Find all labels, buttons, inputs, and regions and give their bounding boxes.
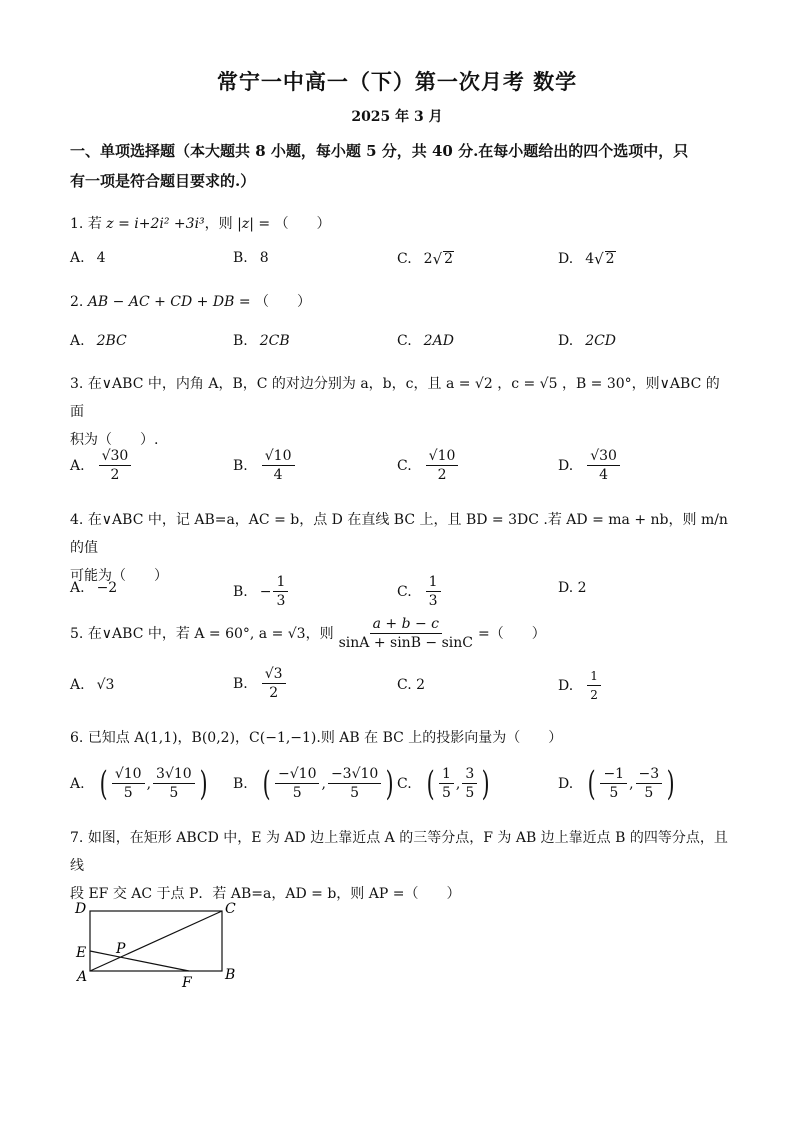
q2-option-d[interactable]: D. 2CD xyxy=(558,333,617,349)
exam-title: 常宁一中高一（下）第一次月考 数学 xyxy=(216,69,578,94)
label-f: F xyxy=(182,975,192,991)
question-2: 2. AB − AC + CD + DB = （ ） xyxy=(70,294,312,310)
label-c: C xyxy=(225,901,236,917)
section-heading-line1: 一、单项选择题（本大题共 8 小题，每小题 5 分，共 40 分.在每小题给出的四个选项中，只 xyxy=(70,142,689,160)
segment-ef xyxy=(90,951,189,971)
diagonal-ac xyxy=(90,911,222,971)
question-4: 4. 在∨ABC 中，记 AB=a，AC = b，点 D 在直线 BC 上，且 BD = 3DC .若 AD = ma + nb，则 m/n 的值 可能为（ ） xyxy=(70,512,728,584)
question-7: 7. 如图，在矩形 ABCD 中，E 为 AD 边上靠近点 A 的三等分点，F 为 AB 边上靠近点 B 的四等分点，且线 段 EF 交 AC 于点 P．若 AB=a，AD = b，则 AP =（ ） xyxy=(70,830,728,902)
label-b: B xyxy=(225,967,236,983)
q2-option-b[interactable]: B. 2CB xyxy=(233,333,290,349)
q2-option-c[interactable]: C. 2AD xyxy=(397,333,454,349)
q3-option-b[interactable]: B. $\frac{√10}{4}$ xyxy=(233,447,297,484)
rectangle-figure xyxy=(70,895,250,995)
q3-option-c[interactable]: C. $\frac{√10}{2}$ xyxy=(397,447,460,484)
q4-option-a[interactable]: A. −2 xyxy=(70,580,118,596)
q1-option-b[interactable]: B. 8 xyxy=(233,250,269,266)
label-d: D xyxy=(75,901,87,917)
q1-option-a[interactable]: A. 4 xyxy=(70,250,106,266)
question-1: 1. 若 z = i+2i² +3i³，则 |z| = （ ） xyxy=(70,216,331,232)
q5-option-a[interactable]: A. √3 xyxy=(70,677,115,693)
q3-option-d[interactable]: D. $\frac{√30}{4}$ xyxy=(558,447,622,484)
q1-option-d[interactable]: D. 4 √ 2 xyxy=(558,250,615,268)
section-heading-line2: 有一项是符合题目要求的.） xyxy=(70,172,256,190)
q3-option-a[interactable]: A. $\frac{√30}{2}$ xyxy=(70,447,133,484)
label-p: P xyxy=(116,941,126,957)
q4-option-b[interactable]: B. − $\frac{1}{3}$ xyxy=(233,573,290,610)
section-heading xyxy=(70,136,730,196)
label-a: A xyxy=(77,969,88,985)
q4-option-c[interactable]: C. $\frac{1}{3}$ xyxy=(397,573,443,610)
q5-option-c[interactable]: C. 2 xyxy=(397,677,426,693)
q1-option-c[interactable]: C. 2 √ 2 xyxy=(397,250,454,268)
question-3: 3. 在∨ABC 中，内角 A，B，C 的对边分别为 a，b，c，且 a = √2 ，c = √5 ，B = 30°，则∨ABC 的面 积为（ ）. xyxy=(70,376,720,448)
q6-option-a[interactable]: A. ( $\frac{√10}{5}$ , $\frac{3√10}{5}$ ) xyxy=(70,763,208,804)
q5-option-d[interactable]: D. $\frac{1}{2}$ xyxy=(558,667,603,704)
q4-option-d[interactable]: D. 2 xyxy=(558,580,587,596)
q2-option-a[interactable]: A. 2BC xyxy=(70,333,127,349)
q6-option-c[interactable]: C. ( $\frac{1}{5}$ , $\frac{3}{5}$ ) xyxy=(397,763,490,804)
q5-option-b[interactable]: B. $\frac{√3}{2}$ xyxy=(233,665,288,702)
label-e: E xyxy=(76,945,87,961)
exam-date: 2025 年 3 月 xyxy=(351,109,443,125)
question-5: 5. 在∨ABC 中，若 A = 60°, a = √3，则 $\frac{a + b - c}{\sin A + \sin B - \sin C}$ =（ ） xyxy=(70,616,546,651)
question-6: 6. 已知点 A(1,1)，B(0,2)，C(−1,−1).则 AB 在 BC 上的投影向量为（ ） xyxy=(70,730,563,746)
q6-option-b[interactable]: B. ( $\frac{-√10}{5}$ , $\frac{-3√10}{5}$ ) xyxy=(233,763,394,804)
q6-option-d[interactable]: D. ( $\frac{-1}{5}$ , $\frac{-3}{5}$ ) xyxy=(558,763,675,804)
